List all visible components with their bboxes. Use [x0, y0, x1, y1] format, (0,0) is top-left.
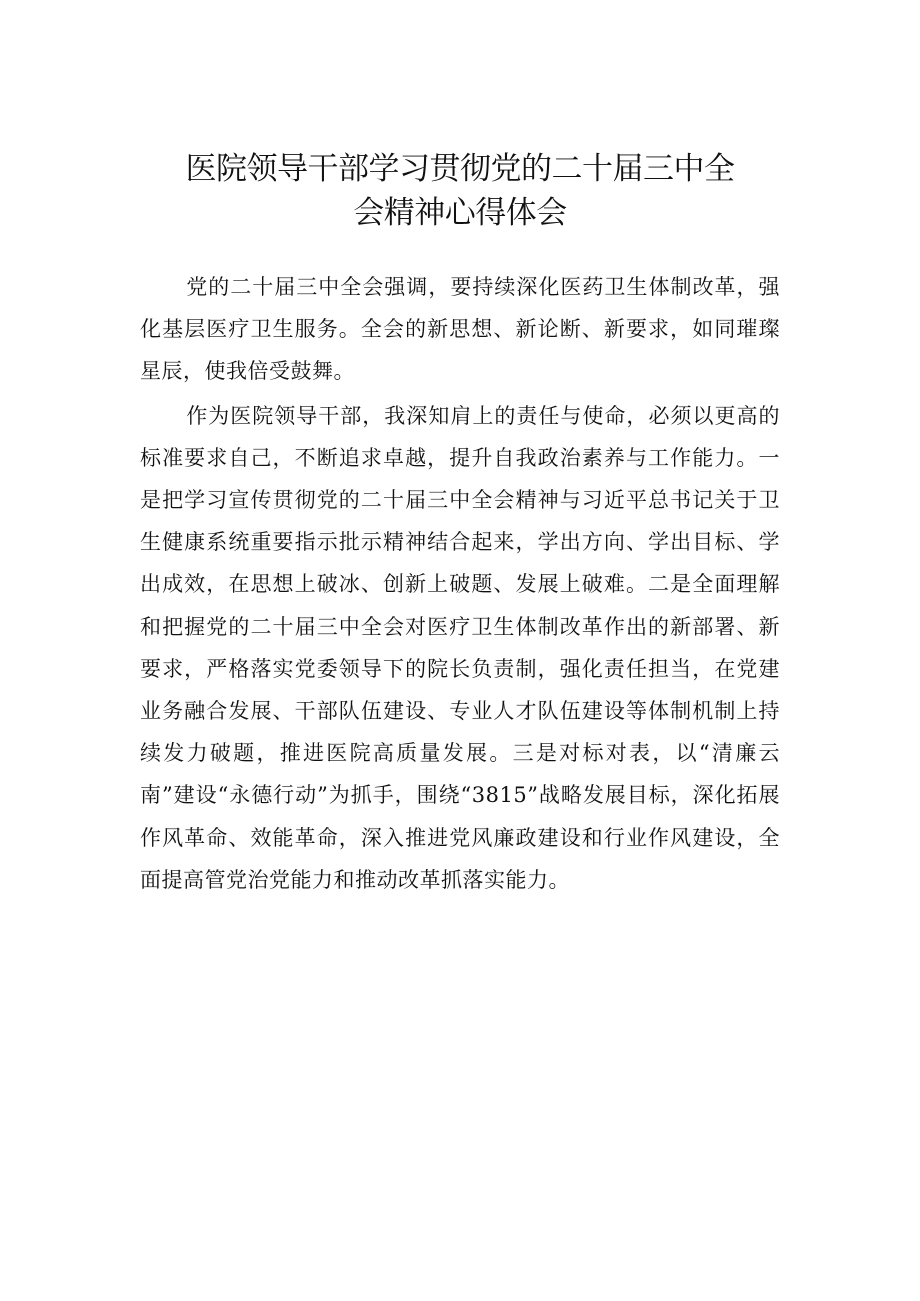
document-title	[140, 147, 780, 235]
paragraph-1: 党的二十届三中全会强调，要持续深化医药卫生体制改革，强化基层医疗卫生服务。全会的新思想、新论断、新要求，如同璀璨星辰，使我倍受鼓舞。	[140, 275, 780, 384]
paragraph-2: 作为医院领导干部，我深知肩上的责任与使命，必须以更高的标准要求自己，不断追求卓越，提升自我政治素养与工作能力。一是把学习宣传贯彻党的二十届三中全会精神与习近平总书记关于卫生健康系统重要指示批示精神结合起来，学出方向、学出目标、学出成效，在思想上破冰、创新上破题、发展上破难。二是全面理解和把握党的二十届三中全会对医疗卫生体制改革作出的新部署、新要求，严格落实党委领导下的院长负责制，强化责任担当，在党建业务融合发展、干部队伍建设、专业人才队伍建设等体制机制上持续发力破题，推进医院高质量发展。三是对标对表，以“清廉云南”建设“永德行动”为抓手，围绕“3815”战略发展目标，深化拓展作风革命、效能革命，深入推进党风廉政建设和行业作风建设，全面提高管党治党能力和推动改革抓落实能力。	[140, 403, 780, 892]
title-line-1: 医院领导干部学习贯彻党的二十届三中全	[185, 151, 735, 187]
title-line-2: 会精神心得体会	[353, 195, 567, 231]
document-body	[140, 266, 780, 901]
